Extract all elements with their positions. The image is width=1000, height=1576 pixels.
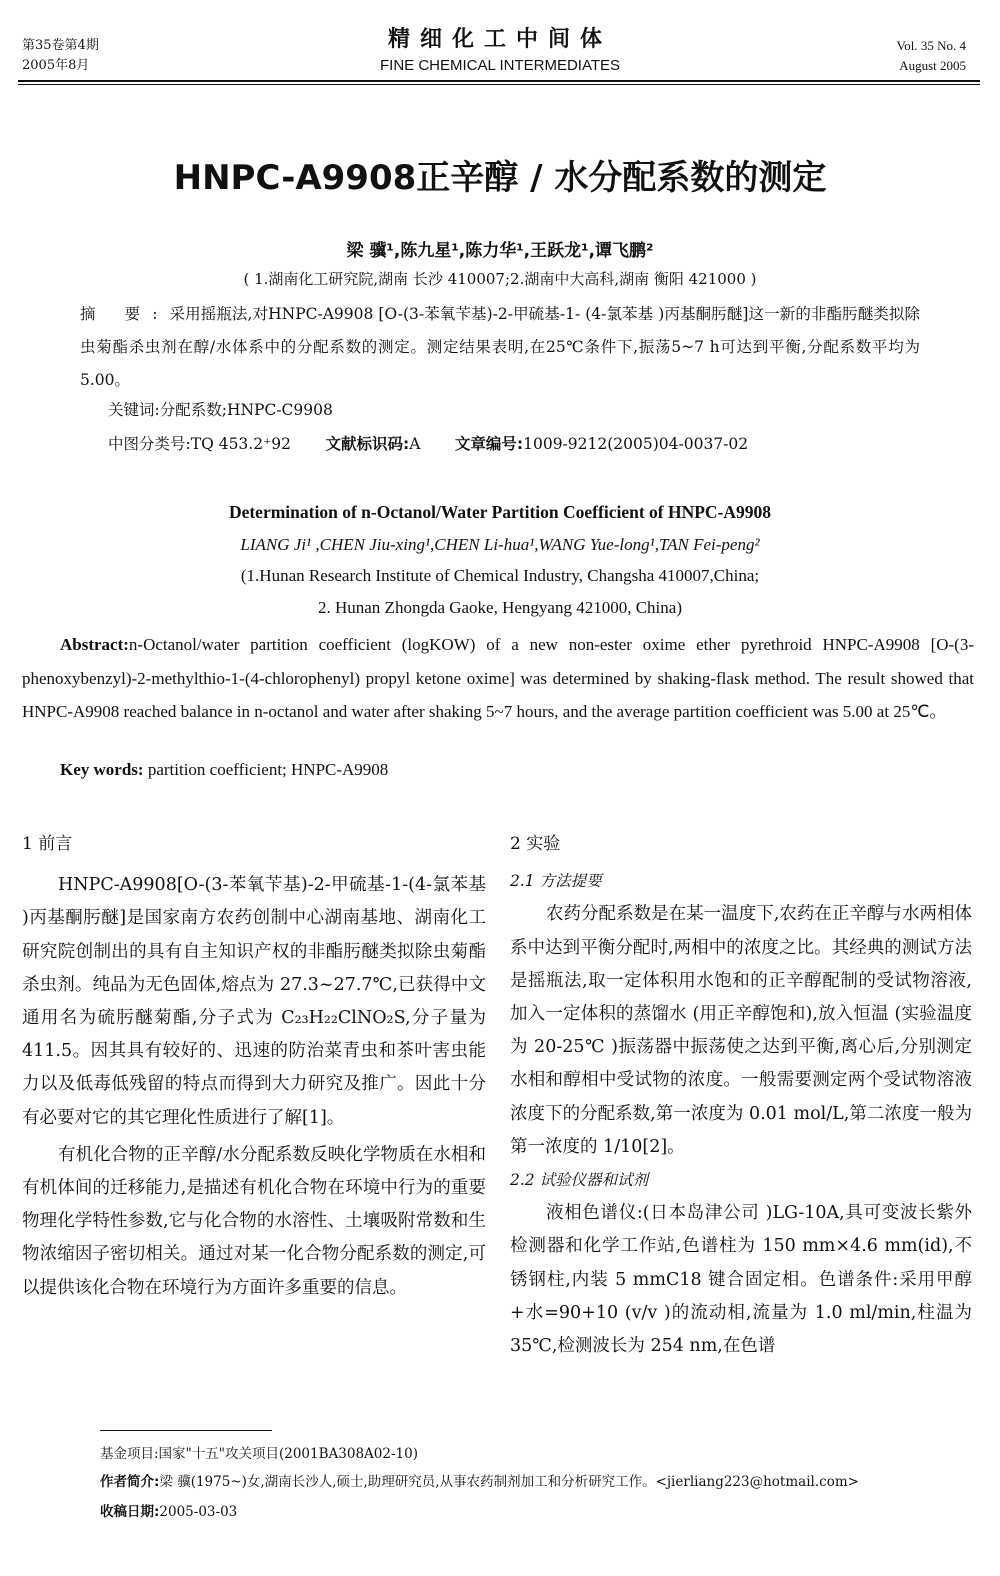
footnote-rule: [100, 1430, 272, 1431]
volume-issue-en: Vol. 35 No. 4: [896, 38, 966, 53]
issue-date: 2005年8月: [22, 58, 90, 73]
affiliation-en-1: (1.Hunan Research Institute of Chemical Industry, Changsha 410007,China;: [240, 566, 760, 585]
footnote-author-bio: [100, 1470, 859, 1490]
abstract-label: 摘 要:: [80, 305, 170, 323]
doc-code-value: A: [409, 435, 421, 453]
abstract-en-text: n-Octanol/water partition coefficient (logKOW) of a new non-ester oxime ether pyrethroid HNPC-A9908 [O-(3-phenoxybenzyl)-2-methylthio-1-(4-chlorophenyl) propyl ketone oxime] was determined by shaking-flask method. The result showed that HNPC-A9908 reached balance in n-octanol and water after shaking 5~7 hours, and the average partition coefficient was 5.00 at 25℃。: [22, 635, 974, 721]
left-column: [22, 828, 486, 1305]
abstract-text: 采用摇瓶法,对HNPC-A9908 [O-(3-苯氧苄基)-2-甲硫基-1- (4-氯苯基 )丙基酮肟醚]这一新的非酯肟醚类拟除虫菊酯杀虫剂在醇/水体系中的分配系数的测定。测定结果表明,在25℃条件下,振荡5~7 h可达到平衡,分配系数平均为5.00。: [80, 305, 920, 389]
header-rule: [18, 80, 980, 82]
clc-value: TQ 453.2⁺92: [190, 435, 291, 453]
section-heading-intro: 1 前言: [22, 834, 73, 854]
section-heading-experiment: 2 实验: [510, 834, 561, 854]
keywords-en-label: Key words:: [60, 760, 144, 779]
bio-text: 梁 骥(1975~)女,湖南长沙人,硕士,助理研究员,从事农药制剂加工和分析研究工作。<jierliang223@hotmail.com>: [159, 1474, 859, 1490]
paper-title: HNPC-A9908正辛醇 / 水分配系数的测定: [173, 158, 827, 198]
volume-issue: 第35卷第4期: [22, 38, 99, 53]
affiliation: ( 1.湖南化工研究院,湖南 长沙 410007;2.湖南中大高科,湖南 衡阳 421000 ): [243, 270, 757, 288]
journal-title-en: FINE CHEMICAL INTERMEDIATES: [379, 57, 621, 74]
keywords-en: [60, 760, 388, 780]
paper-title-en: Determination of n-Octanol/Water Partition Coefficient of HNPC-A9908: [228, 502, 772, 522]
date-label: 收稿日期:: [100, 1504, 160, 1520]
article-no-label: 文章编号:: [454, 435, 524, 453]
abstract-en-label: Abstract:: [60, 635, 129, 654]
subsection-heading-method: 2.1 方法提要: [510, 872, 602, 891]
header-rule-thin: [18, 84, 980, 85]
clc-label: 中图分类号:: [108, 435, 191, 453]
method-paragraph: 农药分配系数是在某一温度下,农药在正辛醇与水两相体系中达到平衡分配时,两相中的浓度之比。其经典的测试方法是摇瓶法,取一定体积用水饱和的正辛醇配制的受试物溶液,加入一定体积的蒸馏水 (用正辛醇饱和),放入恒温 (实验温度为 20-25℃ )振荡器中振荡使之达到平衡,离心后,分别测定水相和醇相中受试物的浓度。一般需要测定两个受试物溶液浓度下的分配系数,第一浓度为 0.01 mol/L,第二浓度一般为第一浓度的 1/10[2]。: [510, 904, 972, 1157]
issue-date-en: August 2005: [899, 58, 966, 73]
intro-paragraph-2: 有机化合物的正辛醇/水分配系数反映化学物质在水相和有机体间的迁移能力,是描述有机化合物在环境中行为的重要物理化学特性参数,它与化合物的水溶性、土壤吸附常数和生物浓缩因子密切相关。通过对某一化合物分配系数的测定,可以提供该化合物在环境行为方面许多重要的信息。: [22, 1144, 486, 1298]
footnote-fund: 基金项目:国家"十五"攻关项目(2001BA308A02-10): [100, 1446, 418, 1462]
journal-title-cn: 精细化工中间体: [387, 27, 612, 52]
article-no-value: 1009-9212(2005)04-0037-02: [523, 435, 749, 453]
affiliation-en-2: 2. Hunan Zhongda Gaoke, Hengyang 421000, China): [317, 598, 682, 617]
keywords-cn: 关键词:分配系数;HNPC-C9908: [108, 401, 333, 419]
bio-label: 作者简介:: [100, 1474, 160, 1490]
abstract-en: [22, 628, 974, 729]
classification-line: [108, 432, 748, 454]
right-column: [510, 828, 972, 1363]
author-list: 梁 骥¹,陈九星¹,陈力华¹,王跃龙¹,谭飞鹏²: [346, 241, 654, 261]
doc-code-label: 文献标识码:: [325, 435, 410, 453]
footnote-received-date: [100, 1500, 237, 1520]
journal-volume-en: [897, 36, 966, 76]
date-text: 2005-03-03: [159, 1504, 238, 1520]
abstract-cn: [80, 298, 920, 397]
keywords-en-text: partition coefficient; HNPC-A9908: [143, 760, 389, 779]
subsection-heading-instruments: 2.2 试验仪器和试剂: [510, 1171, 649, 1190]
instruments-paragraph: 液相色谱仪:(日本岛津公司 )LG-10A,具可变波长紫外检测器和化学工作站,色谱柱为 150 mm×4.6 mm(id),不锈钢柱,内装 5 mmC18 键合固定相。色谱条件:采用甲醇+水=90+10 (v/v )的流动相,流量为 1.0 ml/min,柱温为 35℃,检测波长为 254 nm,在色谱: [510, 1203, 972, 1357]
journal-title: [0, 22, 1000, 74]
intro-paragraph-1: HNPC-A9908[O-(3-苯氧苄基)-2-甲硫基-1-(4-氯苯基 )丙基酮肟醚]是国家南方农药创制中心湖南基地、湖南化工研究院创制出的具有自主知识产权的非酯肟醚类拟除虫菊酯杀虫剂。纯品为无色固体,熔点为 27.3~27.7℃,已获得中文通用名为硫肟醚菊酯,分子式为 C₂₃H₂₂ClNO₂S,分子量为 411.5。因其具有较好的、迅速的防治菜青虫和茶叶害虫能力以及低毒低残留的特点而得到大力研究及推广。因此十分有必要对它的其它理化性质进行了解[1]。: [22, 875, 486, 1128]
author-list-en: LIANG Ji¹ ,CHEN Jiu-xing¹,CHEN Li-hua¹,WANG Yue-long¹,TAN Fei-peng²: [240, 535, 760, 554]
